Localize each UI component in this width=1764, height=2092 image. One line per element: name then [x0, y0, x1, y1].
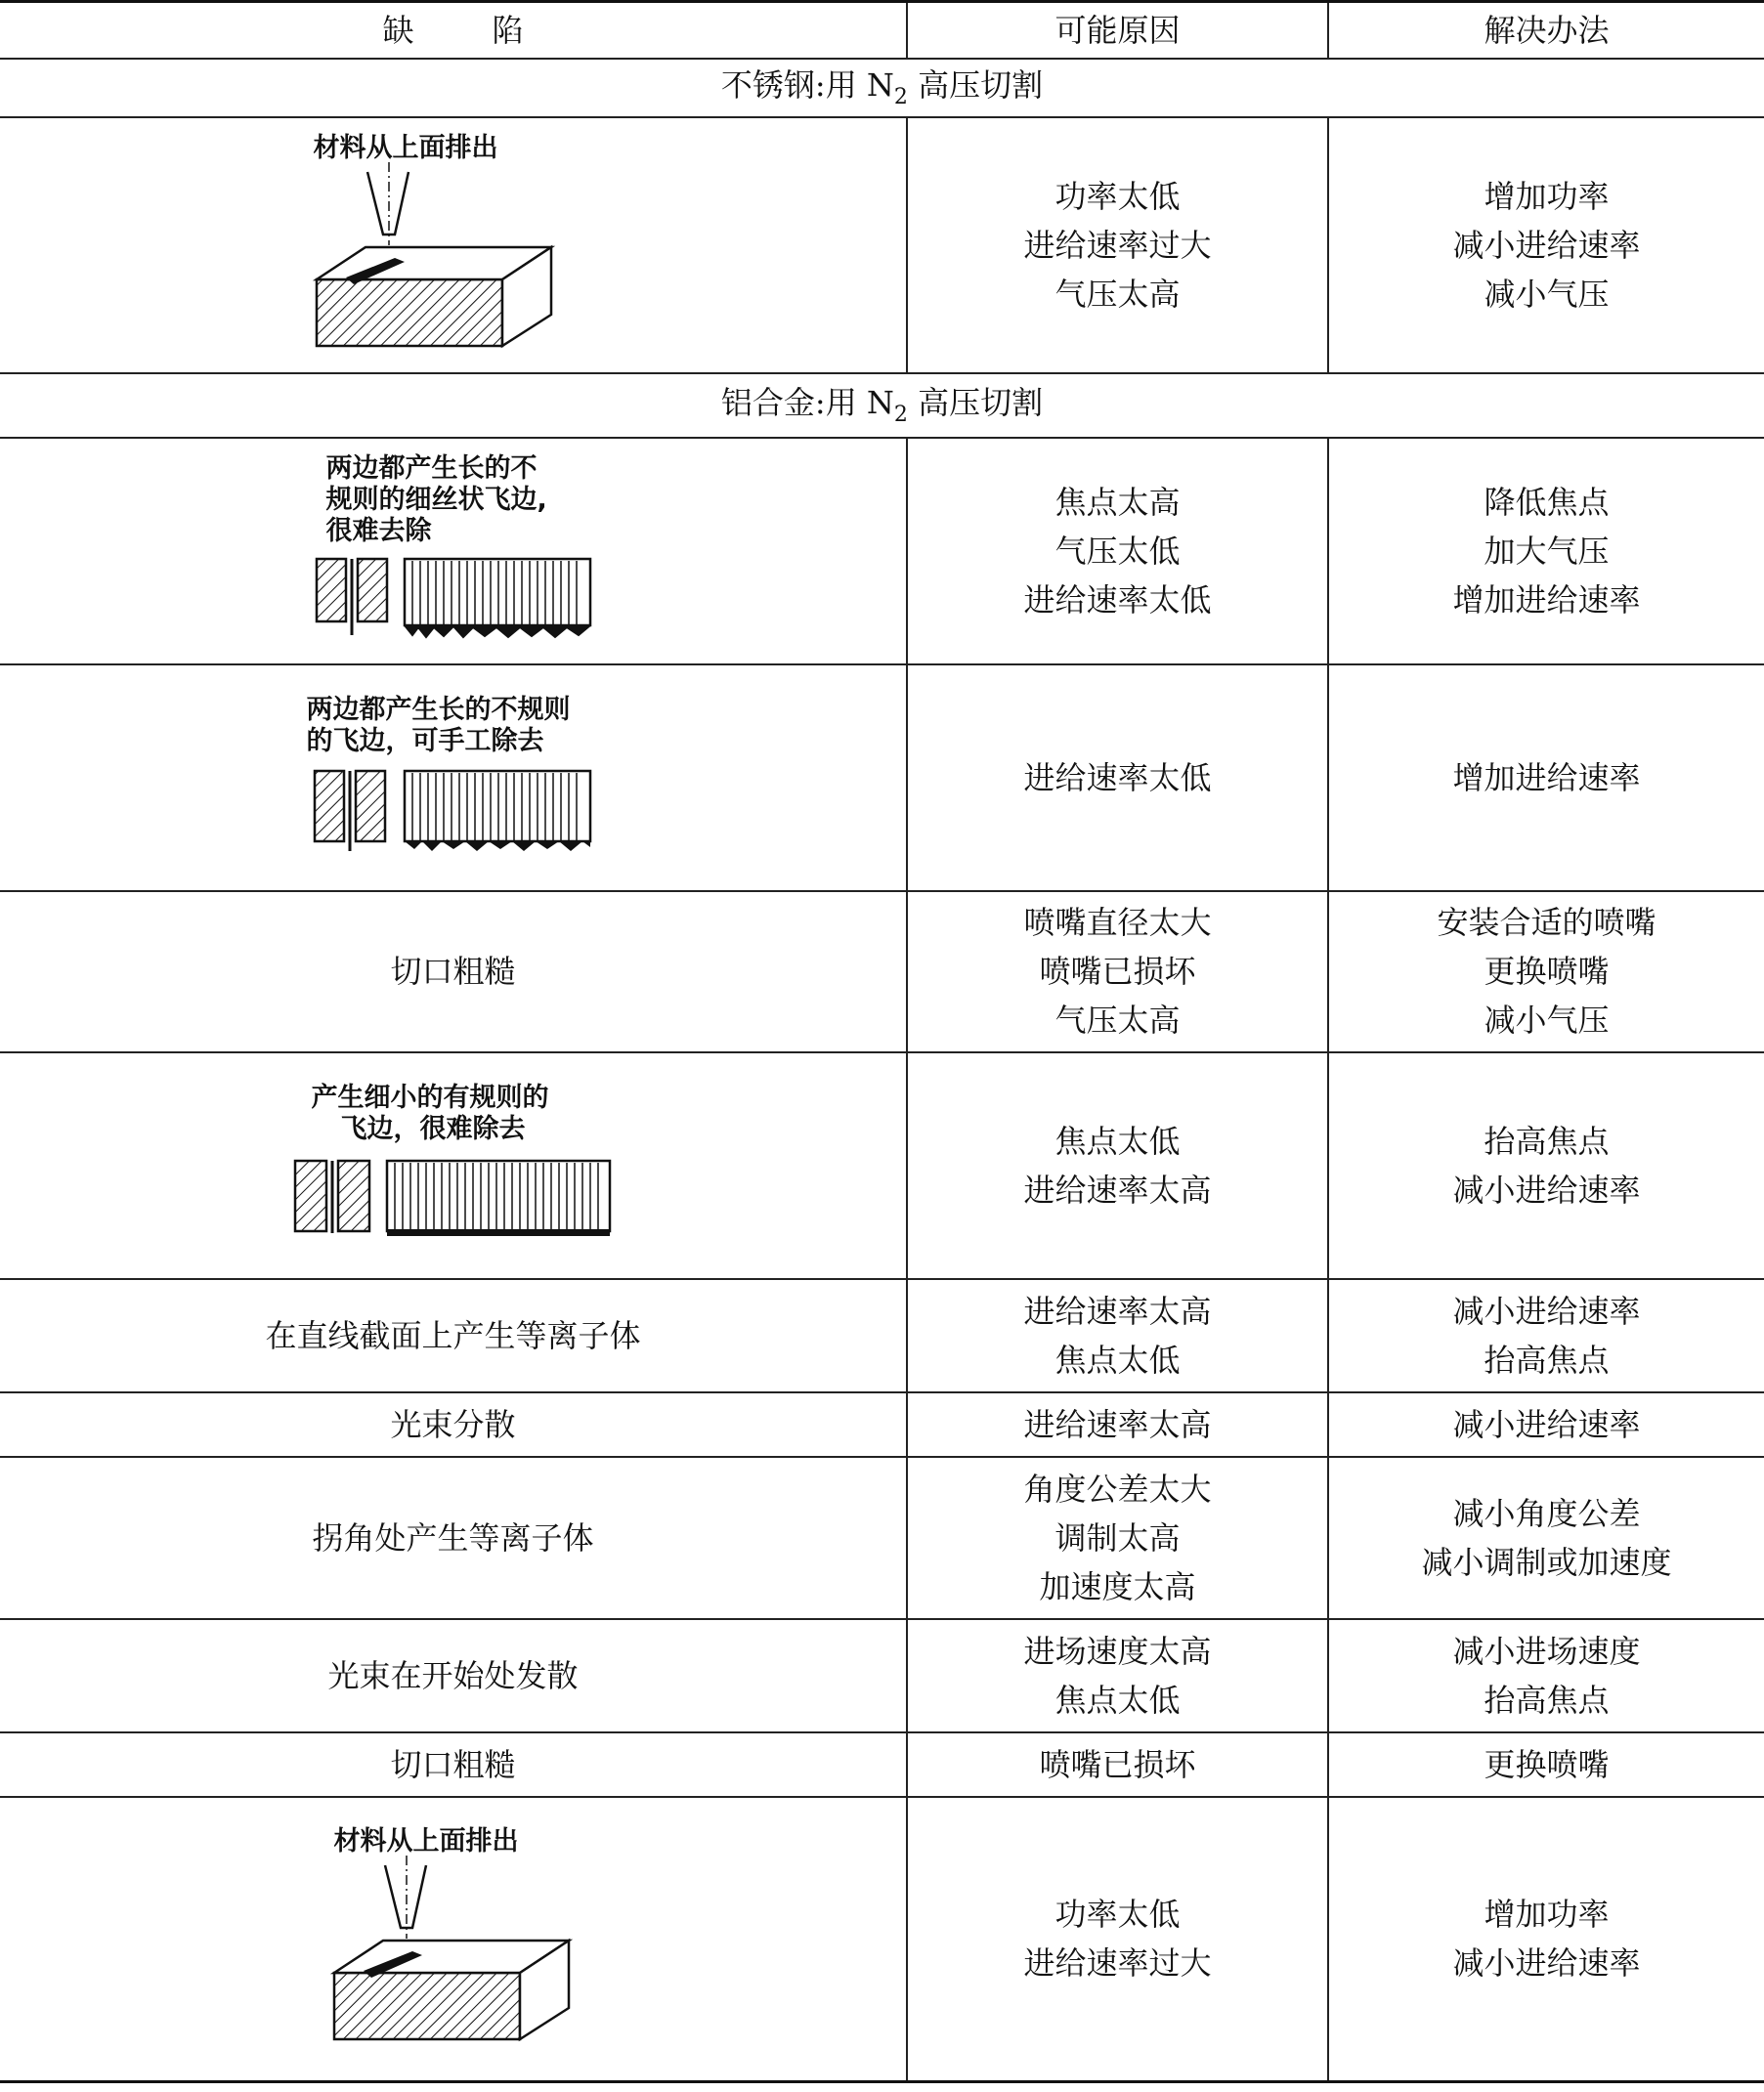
defect-cell: [0, 438, 907, 664]
solutions-cell: [1328, 117, 1764, 373]
defect-text: 光束在开始处发散: [0, 1619, 907, 1732]
cause-text: 进给速率太低: [1023, 758, 1212, 796]
header-row: [0, 2, 1764, 59]
defect-cell: [0, 1052, 907, 1279]
cause-text: 喷嘴已损坏: [1039, 953, 1196, 990]
solution-text: 增加功率: [1484, 1896, 1610, 1934]
solutions-cell: [1328, 1732, 1764, 1797]
causes-cell: [907, 891, 1328, 1052]
cause-text: 进给速率太高: [1023, 1171, 1212, 1209]
causes-cell: [907, 117, 1328, 373]
solution-text: 降低焦点: [1484, 483, 1610, 521]
solution-text: 抬高焦点: [1484, 1341, 1610, 1379]
cause-text: 焦点太高: [1054, 483, 1181, 521]
cause-text: 调制太高: [1054, 1518, 1181, 1557]
solution-text: 减小进给速率: [1452, 1944, 1641, 1983]
figure-caption: 产生细小的有规则的 飞边，很难除去: [311, 1082, 549, 1144]
solutions-cell: [1328, 1457, 1764, 1619]
defect-cell: [0, 117, 907, 373]
cause-text: 气压太低: [1054, 532, 1181, 570]
solutions-cell: [1328, 891, 1764, 1052]
cause-text: 进给速率太低: [1023, 580, 1212, 619]
header-solution: 解决办法: [1328, 2, 1764, 59]
figure-caption: 两边都产生长的不 规则的细丝状飞边, 很难去除: [325, 452, 547, 546]
section-label-aluminum: 铝合金:用 $N_2$ 高压切割: [0, 373, 1764, 438]
cause-text: 气压太高: [1054, 1002, 1181, 1039]
solution-text: 增加进给速率: [1452, 758, 1641, 796]
defect-figure: [307, 453, 600, 649]
cause-text: 功率太低: [1054, 177, 1181, 215]
causes-cell: [907, 1732, 1328, 1797]
causes-cell: [907, 1279, 1328, 1392]
solution-text: 减小进给速率: [1452, 226, 1641, 264]
defect-text: 切口粗糙: [0, 891, 907, 1052]
defect-cell: [0, 664, 907, 891]
solution-text: 减小调制或加速度: [1421, 1543, 1672, 1581]
causes-cell: [907, 438, 1328, 664]
solution-text: 更换喷嘴: [1484, 953, 1610, 990]
solution-text: 减小进给速率: [1452, 1405, 1641, 1443]
table-row: [0, 1279, 1764, 1392]
solution-text: 减小气压: [1484, 275, 1610, 313]
defect-text: 在直线截面上产生等离子体: [0, 1279, 907, 1392]
cause-text: 焦点太低: [1054, 1341, 1181, 1379]
solutions-cell: [1328, 1392, 1764, 1457]
nozzle-top-ejection-figure: [307, 1826, 600, 2051]
table-row: [0, 1392, 1764, 1457]
solution-text: 减小角度公差: [1452, 1494, 1641, 1532]
removable-burr-figure: [307, 695, 600, 861]
solution-text: 减小气压: [1484, 1002, 1610, 1039]
cause-text: 气压太高: [1054, 275, 1181, 313]
table-row: [0, 664, 1764, 891]
solution-text: 抬高焦点: [1484, 1122, 1610, 1160]
header-defect: 缺 陷: [0, 2, 907, 59]
defect-figure: [287, 1083, 620, 1249]
table-row: [0, 891, 1764, 1052]
causes-cell: [907, 664, 1328, 891]
defect-cell: [0, 1797, 907, 2082]
solution-text: 减小进场速度: [1452, 1632, 1641, 1670]
header-cause: 可能原因: [907, 2, 1328, 59]
defect-figure: [307, 133, 600, 358]
solution-text: 安装合适的喷嘴: [1437, 904, 1656, 941]
cause-text: 进给速率太高: [1023, 1405, 1212, 1443]
defect-figure: [307, 1826, 600, 2051]
section-label-stainless: 不锈钢:用 $N_2$ 高压切割: [0, 59, 1764, 117]
solutions-cell: [1328, 1619, 1764, 1732]
cause-text: 角度公差太大: [1023, 1470, 1212, 1508]
cause-text: 进场速度太高: [1023, 1632, 1212, 1670]
solutions-cell: [1328, 438, 1764, 664]
figure-caption: 两边都产生长的不规则 的飞边，可手工除去: [306, 694, 571, 756]
cause-text: 喷嘴已损坏: [1039, 1745, 1196, 1783]
table-row: [0, 117, 1764, 373]
solution-text: 减小进给速率: [1452, 1292, 1641, 1330]
solutions-cell: [1328, 1279, 1764, 1392]
table-row: [0, 1457, 1764, 1619]
cause-text: 进给速率过大: [1023, 1944, 1212, 1983]
defect-text: 切口粗糙: [0, 1732, 907, 1797]
figure-caption: 材料从上面排出: [333, 1826, 519, 1857]
causes-cell: [907, 1619, 1328, 1732]
figure-caption: 材料从上面排出: [313, 132, 498, 163]
table-row: [0, 1619, 1764, 1732]
section-row: [0, 59, 1764, 117]
cause-text: 加速度太高: [1039, 1567, 1196, 1605]
fine-regular-burr-figure: [287, 1083, 620, 1249]
cause-text: 进给速率太高: [1023, 1292, 1212, 1330]
cause-text: 焦点太低: [1054, 1681, 1181, 1719]
solution-text: 减小进给速率: [1452, 1171, 1641, 1209]
table-row: [0, 1732, 1764, 1797]
section-row: [0, 373, 1764, 438]
cause-text: 功率太低: [1054, 1896, 1181, 1934]
cause-text: 喷嘴直径太大: [1023, 904, 1212, 941]
solution-text: 抬高焦点: [1484, 1681, 1610, 1719]
defect-figure: [307, 695, 600, 861]
causes-cell: [907, 1797, 1328, 2082]
long-irregular-burr-figure: [307, 453, 600, 649]
causes-cell: [907, 1052, 1328, 1279]
cause-text: 进给速率过大: [1023, 226, 1212, 264]
causes-cell: [907, 1457, 1328, 1619]
solution-text: 更换喷嘴: [1484, 1745, 1610, 1783]
cause-text: 焦点太低: [1054, 1122, 1181, 1160]
table-row: [0, 1052, 1764, 1279]
solutions-cell: [1328, 664, 1764, 891]
solution-text: 增加进给速率: [1452, 580, 1641, 619]
solutions-cell: [1328, 1797, 1764, 2082]
defect-text: 拐角处产生等离子体: [0, 1457, 907, 1619]
solution-text: 增加功率: [1484, 177, 1610, 215]
nozzle-top-ejection-figure: [307, 133, 600, 358]
table-row: [0, 1797, 1764, 2082]
causes-cell: [907, 1392, 1328, 1457]
defect-text: 光束分散: [0, 1392, 907, 1457]
solutions-cell: [1328, 1052, 1764, 1279]
table-row: [0, 438, 1764, 664]
solution-text: 加大气压: [1484, 532, 1610, 570]
